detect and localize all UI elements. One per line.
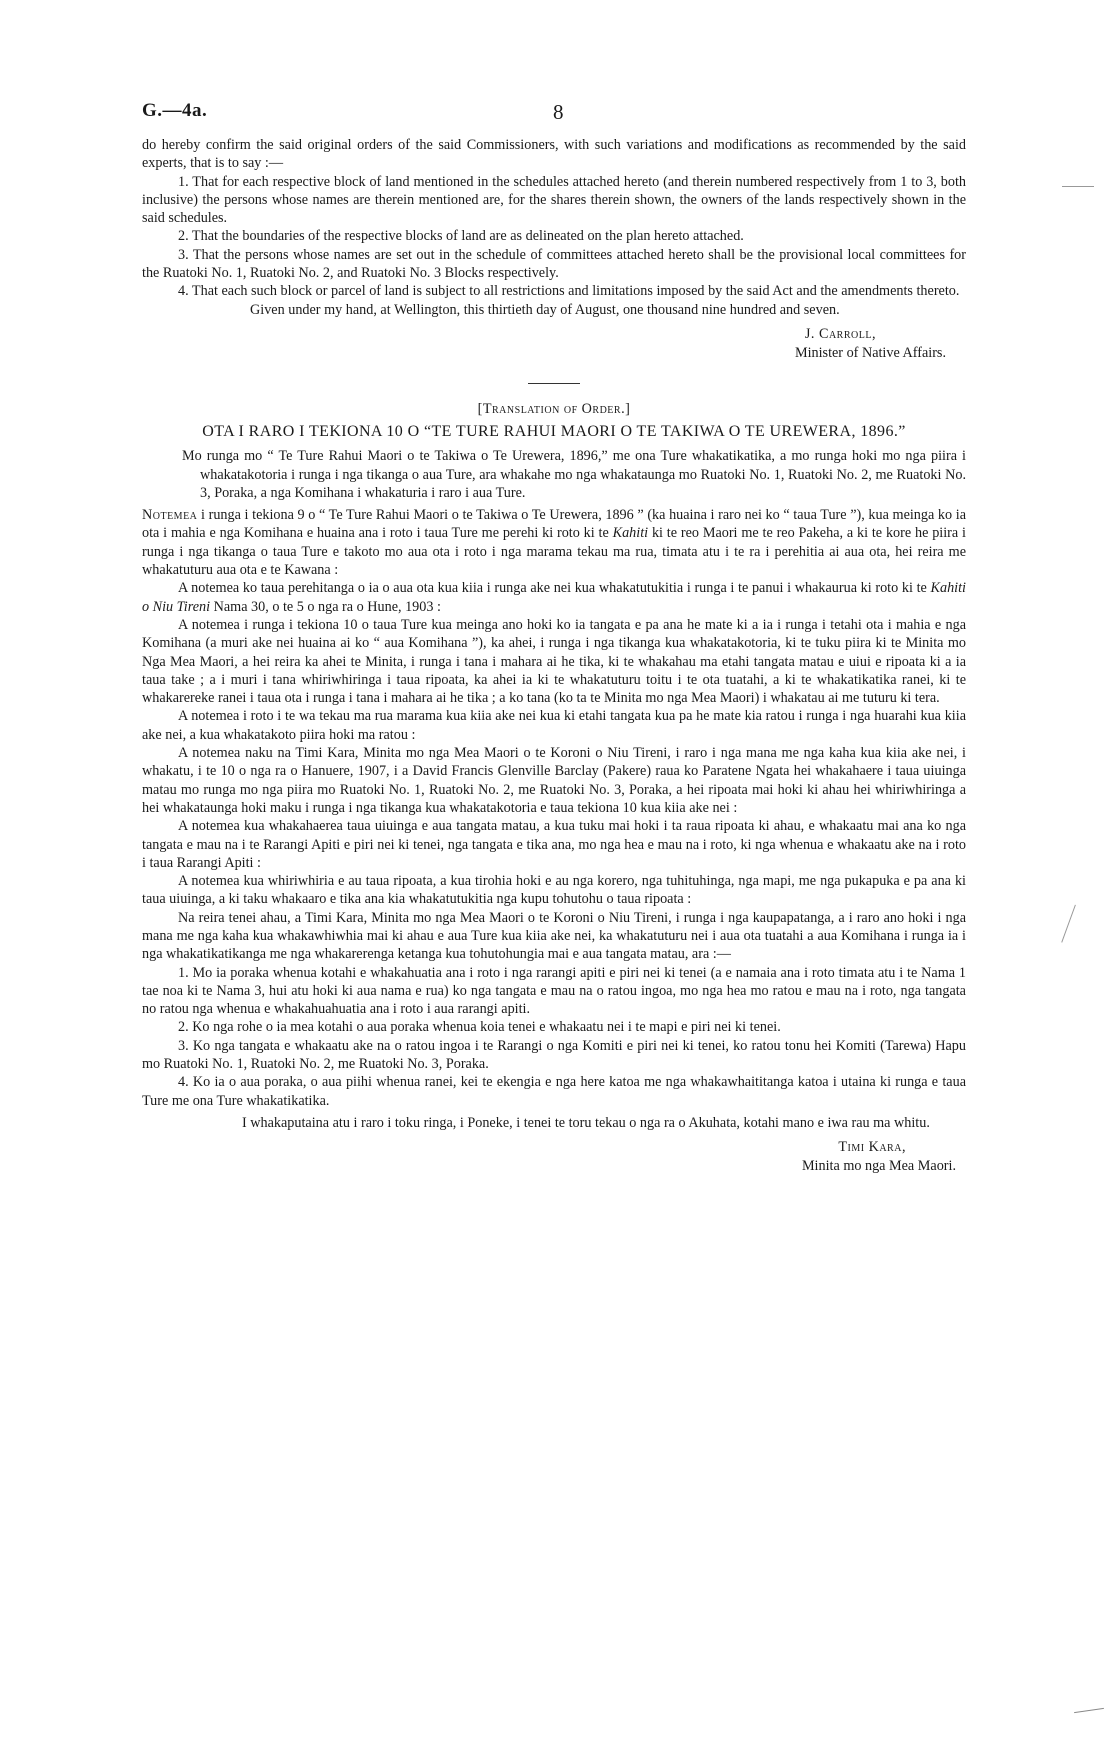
- maori-paragraph-2-text-a: A notemea ko taua perehitanga o ia o aua ota kua kiia i runga ake nei kua whakatutukitia i runga i te panui i whakaurua ki roto ki te: [178, 580, 931, 597]
- maori-paragraph-1-text-b: ki te reo Maori me te reo Pakeha, a ki te kore he piira i runga i nga tikanga o taua Ture e takoto mo aua ota i roto i nga marama tekau ma rua, timata atu i te ra i perehitia ai aua ota, hei reira me whakatuturu aua ota e te Kawana :: [142, 525, 966, 579]
- kahiti-niu-tireni-emphasis: Kahiti o Niu Tireni: [142, 580, 966, 615]
- english-clause-4: 4. That each such block or parcel of land is subject to all restrictions and limitations imposed by the said Act and the amendments thereto.: [178, 283, 960, 300]
- margin-scan-mark: [1074, 1708, 1104, 1713]
- english-clause-1: 1. That for each respective block of land mentioned in the schedules attached hereto (and therein numbered respectively from 1 to 3, both inclusive) the persons whose names are therein mentioned are, for the shares therein shown, the owners of the lands respectively shown in the said schedules.: [142, 173, 966, 227]
- maori-clause-2: 2. Ko nga rohe o ia mea kotahi o aua poraka whenua koia tenei e whakaatu nei i te mapi e piri nei ki tenei.: [178, 1019, 781, 1036]
- kahiti-emphasis: Kahiti: [612, 525, 649, 542]
- maori-paragraph-5: A notemea naku na Timi Kara, Minita mo nga Mea Maori o te Koroni o Niu Tireni, i raro i nga mana me nga kaha kua kiia ake nei, i whakatu, i te 10 o nga ra o Hanuere, 1907, i a David Francis Glenville Barclay (Pakere) raua ko Paratene Ngata hei whakahaere i taua uiuinga matau mo runga mo nga piira mo Ruatoki No. 1, Ruatoki No. 2, me Ruatoki No. 3, Poraka, a hei ripoata mai hoki ki ahau hei whiriwhiringa a hei whakataunga hoki maku i runga i nga tikanga kua whakatakotoria e taua tekiona 10 kua kiia ake nei :: [142, 745, 966, 816]
- maori-clause-4: 4. Ko ia o aua poraka, o aua piihi whenua ranei, kei te ekengia e nga here katoa me nga whakawhaititanga katoa i utaina ki runga e taua Ture me ona Ture whakatikatika.: [142, 1074, 966, 1109]
- maori-paragraph-2-text-b: Nama 30, o te 5 o nga ra o Hune, 1903 :: [210, 598, 441, 615]
- maori-paragraph-8: Na reira tenei ahau, a Timi Kara, Minita mo nga Mea Maori o te Koroni o Niu Tireni, i runga i nga kaupapatanga, a i raro ano hoki i nga mana me nga kaha kua whakawhiwhia mai ki ahau e aua Ture kua kiia ake nei, ka whakatuturu nei i aua ota tuatahi a aua Komihana i runga ia i nga whakatikatikanga me nga whakarerenga ketanga kua tohutohungia mai e aua tangata matau, ara :—: [142, 909, 966, 963]
- maori-paragraph-1-text-a: i runga i tekiona 9 o “ Te Ture Rahui Maori o te Takiwa o Te Urewera, 1896 ” (ka huaina i raro nei ko “ taua Ture ”), kua meinga ko ia ota i mahia e nga Komihana e huaina ana i roto i taua Ture me perehi ki roto ki te: [142, 507, 966, 542]
- maori-paragraph-3: A notemea i runga i tekiona 10 o taua Ture kua meinga ano hoki ko ia tangata e pa ana he mate ki a ia i runga i tetahi ota i mahia e nga Komihana (a muri ake nei huaina ai ko “ aua Komihana ”), ka ahei, i runga i nga tikanga kua whakatakotoria, ki te tuku piira ki te Minita mo Nga Mea Maori, a hei reira ka ahei te Minita, i runga i tana i mahara ai he tika, ki te whakahau ma etahi tangata matau e uiui e ripoata ki a ia taua take ; a i muri i tana whiriwhiringa i taua ripoata, ka ahei ia ki te whakatuturu toitu i te ota tuatahi, a ki te whakatikatika ranei, ki te whakarereke ranei i taua ota i runga i tana i mahara ai he tika ; a ko tana (ko ta te Minita mo nga Mea Maori) i whakatau ai me tuturu ki tera.: [142, 616, 966, 707]
- maori-clause-1: 1. Mo ia poraka whenua kotahi e whakahuatia ana i roto i nga rarangi apiti e piri nei ki tenei (a e namaia ana i roto timata atu i te Nama 1 tae noa ki te Nama 3, hui atu hoki ki aua nama e rua) ko nga tangata e mau na o ratou ingoa, mo nga hea mo ratou e mau na i roto, nga tangata no ratou nga whenua e whakahuahuatia ana i roto i aua rarangi apiti.: [142, 964, 966, 1018]
- page-number: 8: [553, 100, 564, 124]
- maori-signature-title: Minita mo nga Mea Maori.: [801, 1158, 956, 1175]
- maori-clause-3: 3. Ko nga tangata e whakaatu ake na o ratou ingoa i te Rarangi o nga Komiti e piri nei ki tenei, ko ratou tonu hei Komiti (Tarewa) Hapu mo Ruatoki No. 1, Ruatoki No. 2, me Ruatoki No. 3, Poraka.: [142, 1037, 966, 1073]
- notemea-lead: Notemea: [142, 507, 198, 524]
- english-clause-2: 2. That the boundaries of the respective blocks of land are as delineated on the plan hereto attached.: [178, 228, 744, 245]
- english-clause-3: 3. That the persons whose names are set out in the schedule of committees attached hereto shall be the provisional local committees for the Ruatoki No. 1, Ruatoki No. 2, and Ruatoki No. 3 Blocks respectively.: [142, 246, 966, 282]
- maori-paragraph-6: A notemea kua whakahaerea taua uiuinga e aua tangata matau, a kua tuku mai hoki i ta raua ripoata ki ahau, e whakaatu mai ana ko nga tangata e mau na i te Rarangi Apiti e piri nei ki tenei, nga tangata e tika ana, mo nga hea e mau na i roto, ki nga whenua e whakaatu ake na i roto i taua Rarangi Apiti :: [142, 818, 966, 871]
- maori-paragraph-7: A notemea kua whiriwhiria e au taua ripoata, a kua tirohia hoki e au nga korero, nga tuhituhinga, nga mapi, me nga pukapuka e pa ana ki taua uiuinga, a ki taku whakaaro e tika ana kia whakatutukitia nga kupu tohutohu o taua ripoata :: [142, 873, 966, 908]
- maori-given-under-hand: I whakaputaina atu i raro i toku ringa, i Poneke, i tenei te toru tekau o nga ra o Akuhata, kotahi mano e iwa rau ma whitu.: [242, 1114, 930, 1131]
- document-reference: G.—4a.: [142, 100, 208, 121]
- section-divider: [528, 383, 580, 384]
- translation-title: OTA I RARO I TEKIONA 10 O “TE TURE RAHUI MAORI O TE TAKIWA O TE UREWERA, 1896.”: [202, 423, 906, 441]
- margin-scan-mark: [1062, 186, 1094, 187]
- page-header: [142, 100, 966, 136]
- translation-label: [Translation of Order.]: [477, 400, 631, 417]
- margin-scan-mark: [1061, 905, 1078, 944]
- maori-paragraph-2: [142, 579, 966, 616]
- maori-paragraph-1: [142, 506, 966, 579]
- document-page: [142, 100, 966, 1176]
- english-paragraph-intro: do hereby confirm the said original orders of the said Commissioners, with such variations and modifications as recommended by the said experts, that is to say :—: [142, 137, 966, 172]
- maori-paragraph-4: A notemea i roto i te wa tekau ma rua marama kua kiia ake nei kua ki etahi tangata kua pa he mate kia ratou i runga i nga huarahi kua kiia ake nei, a kua whakatakoto piira hoki ma ratou :: [142, 708, 966, 743]
- english-signature-title: Minister of Native Affairs.: [794, 344, 946, 361]
- english-given-under-hand: Given under my hand, at Wellington, this thirtieth day of August, one thousand nine hundred and seven.: [250, 301, 840, 318]
- translation-preamble: Mo runga mo “ Te Ture Rahui Maori o te Takiwa o Te Urewera, 1896,” me ona Ture whakatikatika, a mo runga hoki mo nga piira i whakatakotoria i runga i nga tikanga o aua Ture, ara whakahe mo nga whakataunga mo Ruatoki No. 1, Ruatoki No. 2, me Ruatoki No. 3, Poraka, a nga Komihana i whakaturia i raro i aua Ture.: [182, 448, 966, 501]
- maori-signature-name: Timi Kara,: [838, 1139, 906, 1156]
- english-signature-name: J. Carroll,: [804, 325, 876, 342]
